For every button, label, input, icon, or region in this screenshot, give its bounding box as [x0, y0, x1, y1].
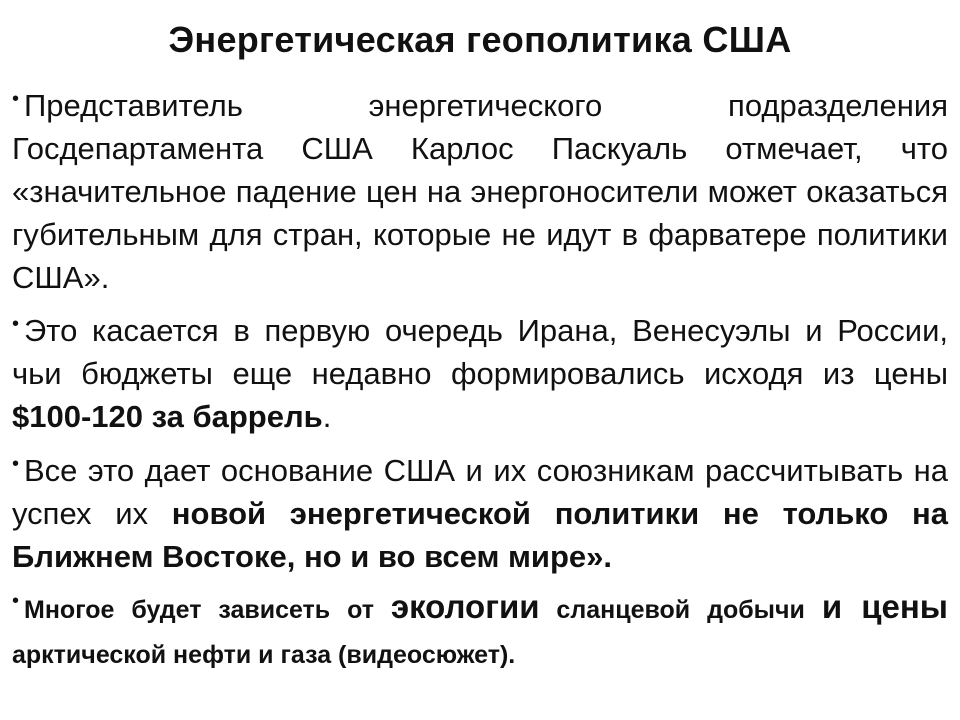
bullet-item-3	[12, 449, 948, 578]
bullet-text-1: Представитель энергетического подразделения Госдепартамента США Карлос Паскуаль отмечает, что «значительное падение цен на энергоносители может оказаться губительным для стран, которые не идут в фарватере политики США».	[12, 88, 948, 295]
slide-title: Энергетическая геополитика США	[168, 19, 792, 60]
bullet-text-2	[12, 313, 948, 434]
bullet-list	[12, 84, 948, 676]
bullet-item-1	[12, 84, 948, 299]
bullet-2-price: $100-120 за баррель	[12, 399, 323, 434]
bullet-text-4	[12, 588, 948, 669]
bullet-2-text: Это касается в первую очередь Ирана, Венесуэлы и России, чьи бюджеты еще недавно формировались исходя из цены	[12, 313, 948, 391]
bullet-4-ecology: экологии	[390, 588, 540, 625]
bullet-marker: •	[12, 453, 20, 475]
bullet-marker: •	[12, 88, 20, 110]
bullet-text-3	[12, 453, 948, 574]
bullet-4-text-c: арктической нефти и газа (видеосюжет).	[12, 641, 516, 669]
bullet-3-text: Все это дает основание США и их союзникам рассчитывать на успех их	[12, 453, 948, 531]
bullet-marker: •	[12, 313, 20, 335]
bullet-item-4	[12, 586, 948, 676]
bullet-4-price: и цены	[821, 588, 948, 625]
bullet-2-end: .	[322, 399, 332, 434]
bullet-3-emphasis: новой энергетической политики не только на Ближнем Востоке, но и во всем мире».	[12, 496, 948, 574]
bullet-marker: •	[12, 590, 20, 612]
bullet-item-2	[12, 309, 948, 438]
bullet-4-text-b: сланцевой добычи	[539, 596, 822, 624]
bullet-4-text-a: Многое будет зависеть от	[24, 596, 391, 624]
